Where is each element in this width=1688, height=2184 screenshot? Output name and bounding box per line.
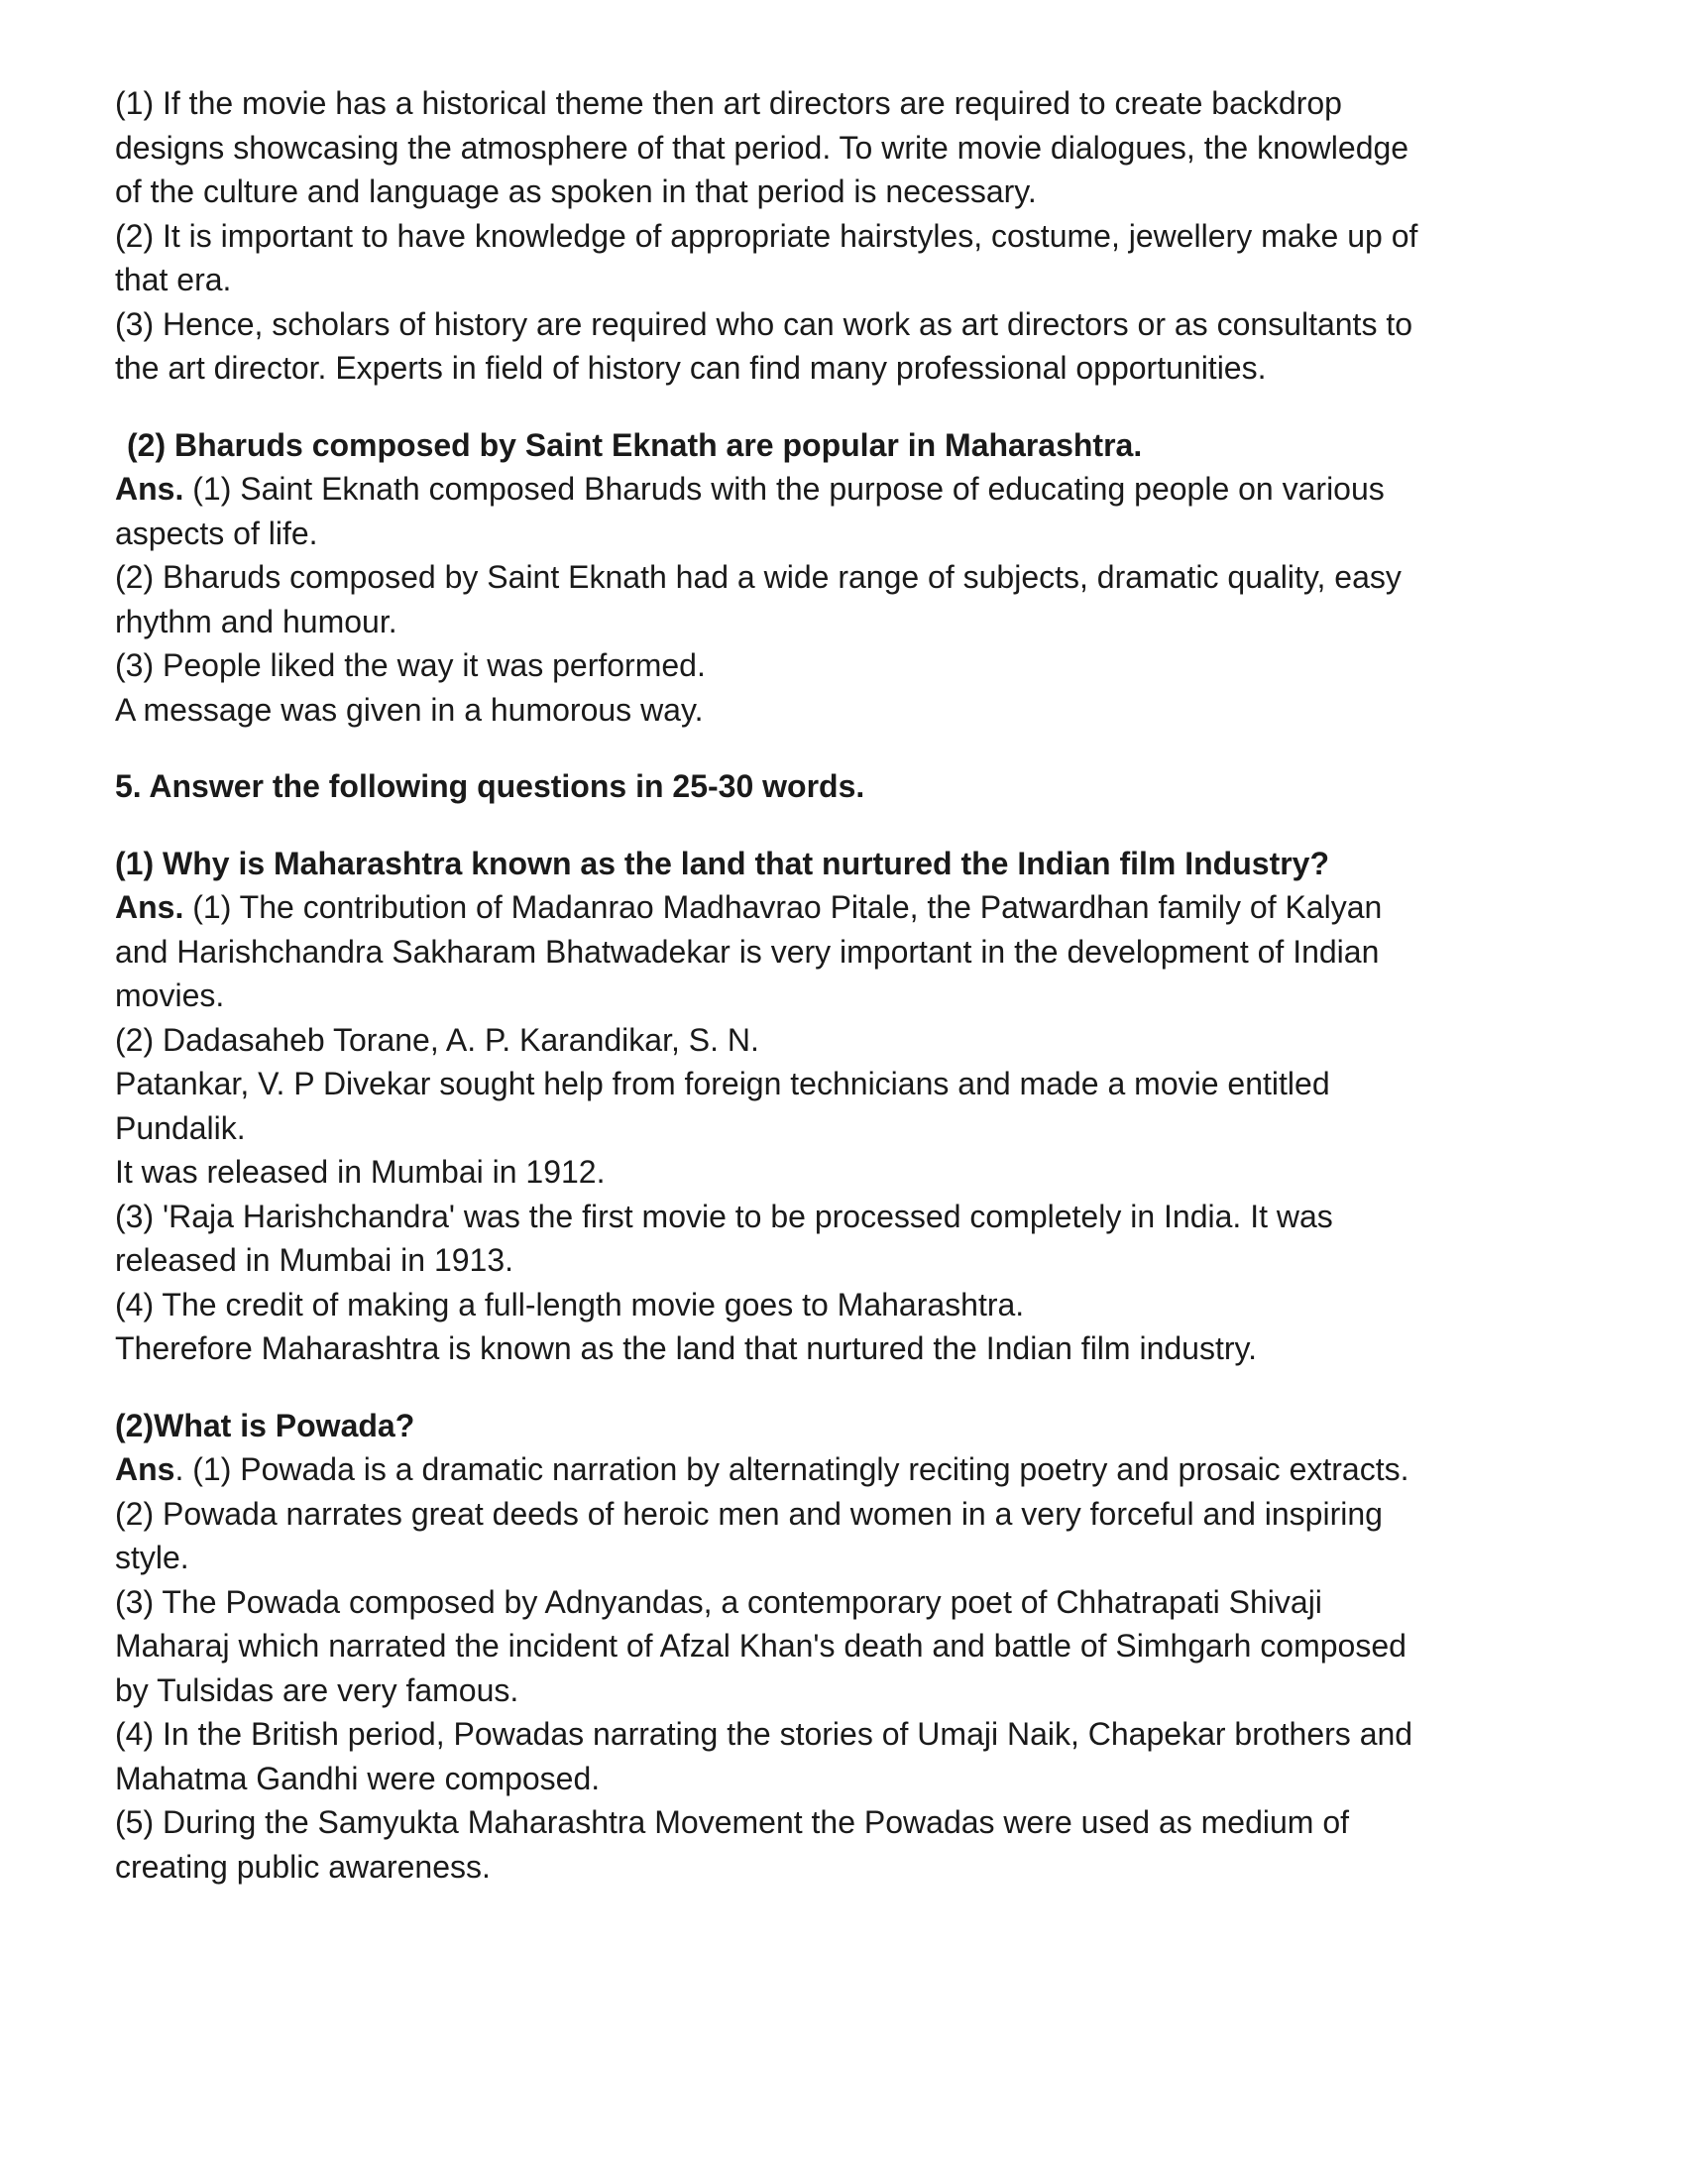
text-line: (5) During the Samyukta Maharashtra Movement the Powadas were used as medium of (115, 1804, 1350, 1840)
question-heading: (2) Bharuds composed by Saint Eknath are popular in Maharashtra. (127, 426, 1143, 463)
text-line: movies. (115, 977, 225, 1013)
text-line: (3) People liked the way it was performed. (115, 647, 706, 683)
text-line: (3) Hence, scholars of history are required who can work as art directors or as consultants to (115, 305, 1413, 342)
text-line: (1) If the movie has a historical theme then art directors are required to create backdrop (115, 85, 1342, 121)
ans-label: Ans. (115, 471, 184, 507)
answer-first-line (115, 885, 1582, 930)
text-line: A message was given in a humorous way. (115, 691, 704, 728)
text-line: designs showcasing the atmosphere of that period. To write movie dialogues, the knowledge (115, 129, 1409, 166)
ans-label: Ans. (115, 889, 184, 925)
intro-answer (115, 81, 1582, 391)
section-heading: 5. Answer the following questions in 25-30 words. (115, 768, 865, 804)
text-line: aspects of life. (115, 515, 318, 551)
answer-first-line (115, 1447, 1582, 1492)
text-line: the art director. Experts in field of history can find many professional opportunities. (115, 350, 1267, 386)
text-line: Maharaj which narrated the incident of Afzal Khan's death and battle of Simhgarh composed (115, 1628, 1407, 1664)
text-line: rhythm and humour. (115, 603, 397, 639)
ans-label: Ans (115, 1451, 175, 1487)
question-heading: (2)What is Powada? (115, 1407, 415, 1443)
text-line: (4) In the British period, Powadas narrating the stories of Umaji Naik, Chapekar brothers and (115, 1716, 1413, 1752)
text-line: creating public awareness. (115, 1848, 491, 1885)
text-line: released in Mumbai in 1913. (115, 1242, 514, 1278)
document-page (115, 81, 1582, 1889)
answer-first-line (115, 467, 1582, 512)
text-line: Patankar, V. P Divekar sought help from foreign technicians and made a movie entitled (115, 1066, 1330, 1101)
text-line: (2) Dadasaheb Torane, A. P. Karandikar, S. N. (115, 1021, 759, 1058)
film-block (115, 842, 1582, 1371)
text-line: and Harishchandra Sakharam Bhatwadekar is very important in the development of Indian (115, 933, 1380, 970)
bharuds-block (115, 423, 1582, 733)
text-line: (3) The Powada composed by Adnyandas, a contemporary poet of Chhatrapati Shivaji (115, 1583, 1322, 1620)
text-line: (2) It is important to have knowledge of appropriate hairstyles, costume, jewellery make up of (115, 217, 1418, 254)
text-line: It was released in Mumbai in 1912. (115, 1154, 606, 1190)
answer-text: (1) The contribution of Madanrao Madhavrao Pitale, the Patwardhan family of Kalyan (183, 889, 1383, 925)
text-line: (4) The credit of making a full-length movie goes to Maharashtra. (115, 1286, 1025, 1322)
answer-text: (1) Saint Eknath composed Bharuds with the purpose of educating people on various (183, 471, 1385, 507)
answer-text: . (1) Powada is a dramatic narration by alternatingly reciting poetry and prosaic extracts. (174, 1451, 1409, 1487)
text-line: (2) Powada narrates great deeds of heroic men and women in a very forceful and inspiring (115, 1495, 1383, 1532)
powada-block (115, 1404, 1582, 1890)
text-line: by Tulsidas are very famous. (115, 1671, 519, 1708)
text-line: of the culture and language as spoken in that period is necessary. (115, 173, 1037, 209)
question-heading: (1) Why is Maharashtra known as the land that nurtured the Indian film Industry? (115, 845, 1330, 881)
text-line: Pundalik. (115, 1109, 246, 1146)
text-line: (3) 'Raja Harishchandra' was the first movie to be processed completely in India. It was (115, 1198, 1333, 1234)
text-line: Mahatma Gandhi were composed. (115, 1760, 601, 1796)
text-line: style. (115, 1540, 189, 1575)
text-line: that era. (115, 262, 232, 297)
text-line: Therefore Maharashtra is known as the land that nurtured the Indian film industry. (115, 1330, 1258, 1366)
text-line: (2) Bharuds composed by Saint Eknath had a wide range of subjects, dramatic quality, easy (115, 559, 1402, 595)
